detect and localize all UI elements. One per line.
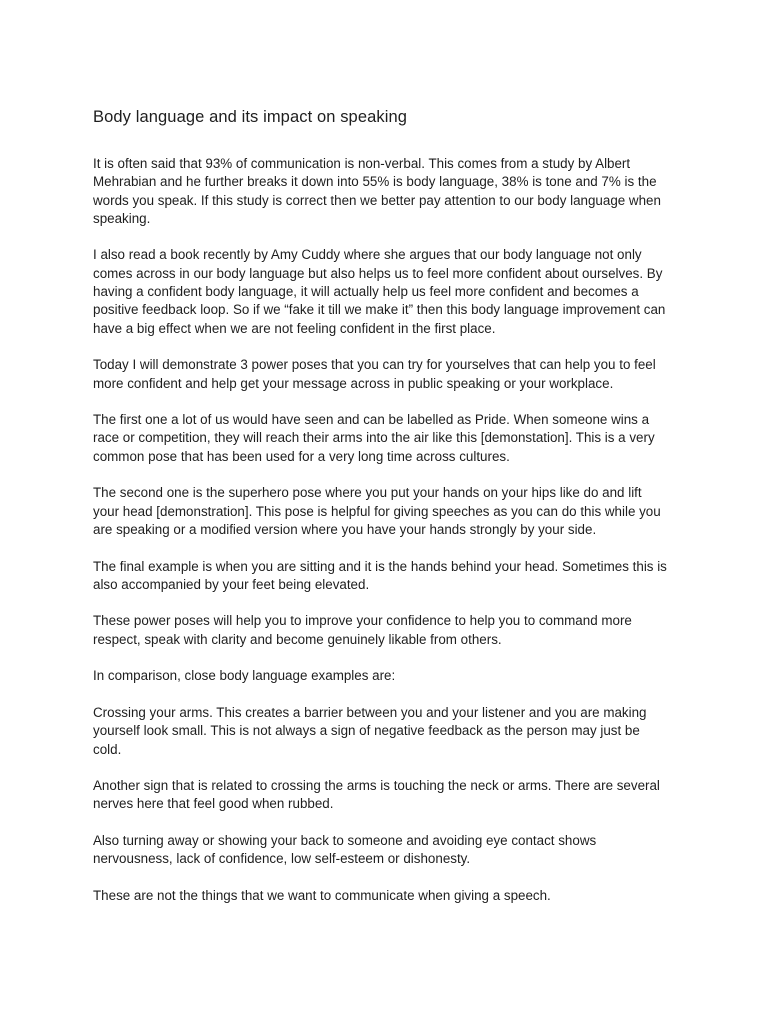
paragraph-crossing-arms: Crossing your arms. This creates a barrier between you and your listener and you are making yourself look small. This is not always a sign of negative feedback as the person may just be cold. [93,704,647,757]
paragraph-superhero-pose: The second one is the superhero pose where you put your hands on your hips like do and lift your head [demonstration]. This pose is helpful for giving speeches as you can do this while you are speaking or a modified version where you have your hands strongly by your side. [93,485,661,537]
paragraph-amy-cuddy: I also read a book recently by Amy Cuddy where she argues that our body language not only comes across in our body language but also helps us to feel more confident about ourselves. By having a confident body language, it will actually help us feel more confident and becomes a positive feedback loop. So if we “fake it till we make it” then this body language improvement can have a big effect when we are not feeling confident in the first place. [93,247,666,336]
paragraph-conclusion: These are not the things that we want to communicate when giving a speech. [93,887,551,903]
document-title: Body language and its impact on speaking [93,108,408,126]
paragraph-turning-away: Also turning away or showing your back to someone and avoiding eye contact shows nervousness, lack of confidence, low self-esteem or dishonesty. [93,832,597,867]
paragraph-power-poses-benefit: These power poses will help you to improve your confidence to help you to command more respect, speak with clarity and become genuinely likable from others. [93,613,632,647]
paragraph-pride-pose: The first one a lot of us would have seen and can be labelled as Pride. When someone wins a race or competition, they will reach their arms into the air like this [demonstation]. This is a very common pose that has been used for a very long time across cultures. [93,412,655,464]
paragraph-power-poses-intro: Today I will demonstrate 3 power poses that you can try for yourselves that can help you to feel more confident and help get your message across in public speaking or your workplace. [93,357,656,391]
paragraph-touching-neck: Another sign that is related to crossing the arms is touching the neck or arms. There are several nerves here that feel good when rubbed. [93,778,660,812]
paragraph-statistic: It is often said that 93% of communication is non-verbal. This comes from a study by Albert Mehrabian and he further breaks it down into 55% is body language, 38% is tone and 7% is the words you speak. If this study is correct then we better pay attention to our body language when speaking. [93,156,661,226]
paragraph-hands-behind-head: The final example is when you are sitting and it is the hands behind your head. Sometimes this is also accompanied by your feet being elevated. [93,558,667,592]
paragraph-comparison: In comparison, close body language examples are: [93,668,396,684]
